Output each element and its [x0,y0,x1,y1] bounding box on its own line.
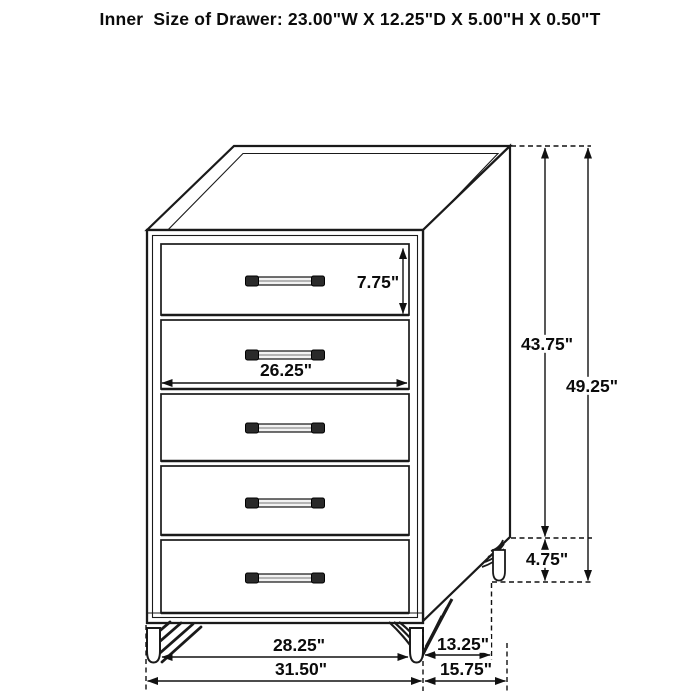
rear-right-foot [493,550,505,581]
dim-label-overall-depth: 15.75" [439,658,493,679]
drawer-handle [246,573,325,583]
front-left-foot [147,628,160,663]
dim-label-front-leg-inner-span: 28.25" [272,634,326,655]
page-title: Inner Size of Drawer: 23.00"W X 12.25"D X 5.00"H X 0.50"T [99,9,601,29]
dim-label-body-height: 43.75" [520,333,574,354]
front-right-foot [410,628,423,663]
dim-label-overall-width: 31.50" [274,658,328,679]
dim-label-top-drawer-height: 7.75" [356,271,400,292]
dim-label-side-leg-span: 13.25" [436,633,490,654]
drawer-handle [246,276,325,286]
drawer-handle [246,423,325,433]
dim-label-overall-height: 49.25" [565,375,619,396]
dim-label-drawer-front-width: 26.25" [259,359,313,380]
dim-label-leg-height: 4.75" [525,548,569,569]
drawer-handle [246,350,325,360]
drawer-handle [246,498,325,508]
